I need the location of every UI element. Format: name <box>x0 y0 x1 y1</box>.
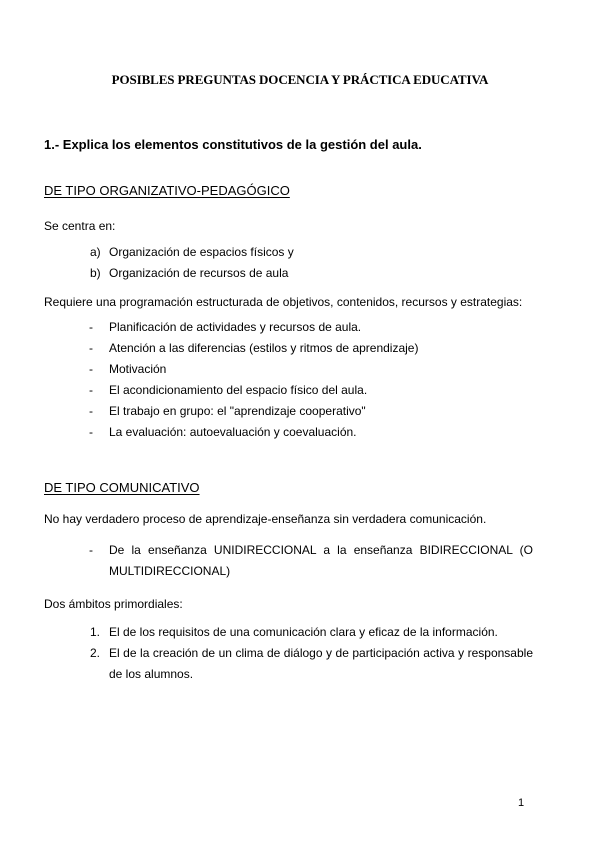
list-item-text: Atención a las diferencias (estilos y ritmos de aprendizaje) <box>109 341 419 355</box>
list-item-text: El de la creación de un clima de diálogo y de participación activa y responsable de los alumnos. <box>109 646 533 681</box>
page-title: POSIBLES PREGUNTAS DOCENCIA Y PRÁCTICA EDUCATIVA <box>111 72 489 87</box>
list-item-text: El acondicionamiento del espacio físico del aula. <box>109 383 368 397</box>
section-heading-organizativo: DE TIPO ORGANIZATIVO-PEDAGÓGICO <box>44 183 290 198</box>
list-marker: 1. <box>90 625 101 639</box>
section2-dash-item: De la enseñanza UNIDIRECCIONAL a la enseñanza BIDIRECCIONAL (O MULTIDIRECCIONAL) <box>109 543 533 578</box>
section2-ambitos-label: Dos ámbitos primordiales: <box>44 597 183 611</box>
section1-intro: Se centra en: <box>44 219 116 233</box>
question-heading <box>44 137 422 152</box>
list-item-text: Organización de recursos de aula <box>109 266 289 280</box>
list-marker: - <box>89 543 93 557</box>
list-item-text: Planificación de actividades y recursos de aula. <box>109 320 362 334</box>
list-marker: 2. <box>90 646 101 660</box>
list-item-text: Organización de espacios físicos y <box>109 245 294 259</box>
page-number: 1 <box>518 797 525 809</box>
section2-intro: No hay verdadero proceso de aprendizaje-enseñanza sin verdadera comunicación. <box>44 512 487 526</box>
section-heading-comunicativo: DE TIPO COMUNICATIVO <box>44 480 200 495</box>
section1-requirement: Requiere una programación estructurada de objetivos, contenidos, recursos y estrategias: <box>44 295 523 309</box>
list-item-text: El trabajo en grupo: el "aprendizaje cooperativo" <box>109 404 366 418</box>
list-marker: a) <box>90 245 101 259</box>
question-text: - Explica los elementos constitutivos de la gestión del aula. <box>54 137 422 152</box>
list-item-text: Motivación <box>109 362 167 376</box>
list-item-text: La evaluación: autoevaluación y coevaluación. <box>109 425 357 439</box>
list-marker: b) <box>90 266 101 280</box>
question-number: 1. <box>44 137 55 152</box>
list-item-text: El de los requisitos de una comunicación clara y eficaz de la información. <box>109 625 498 639</box>
